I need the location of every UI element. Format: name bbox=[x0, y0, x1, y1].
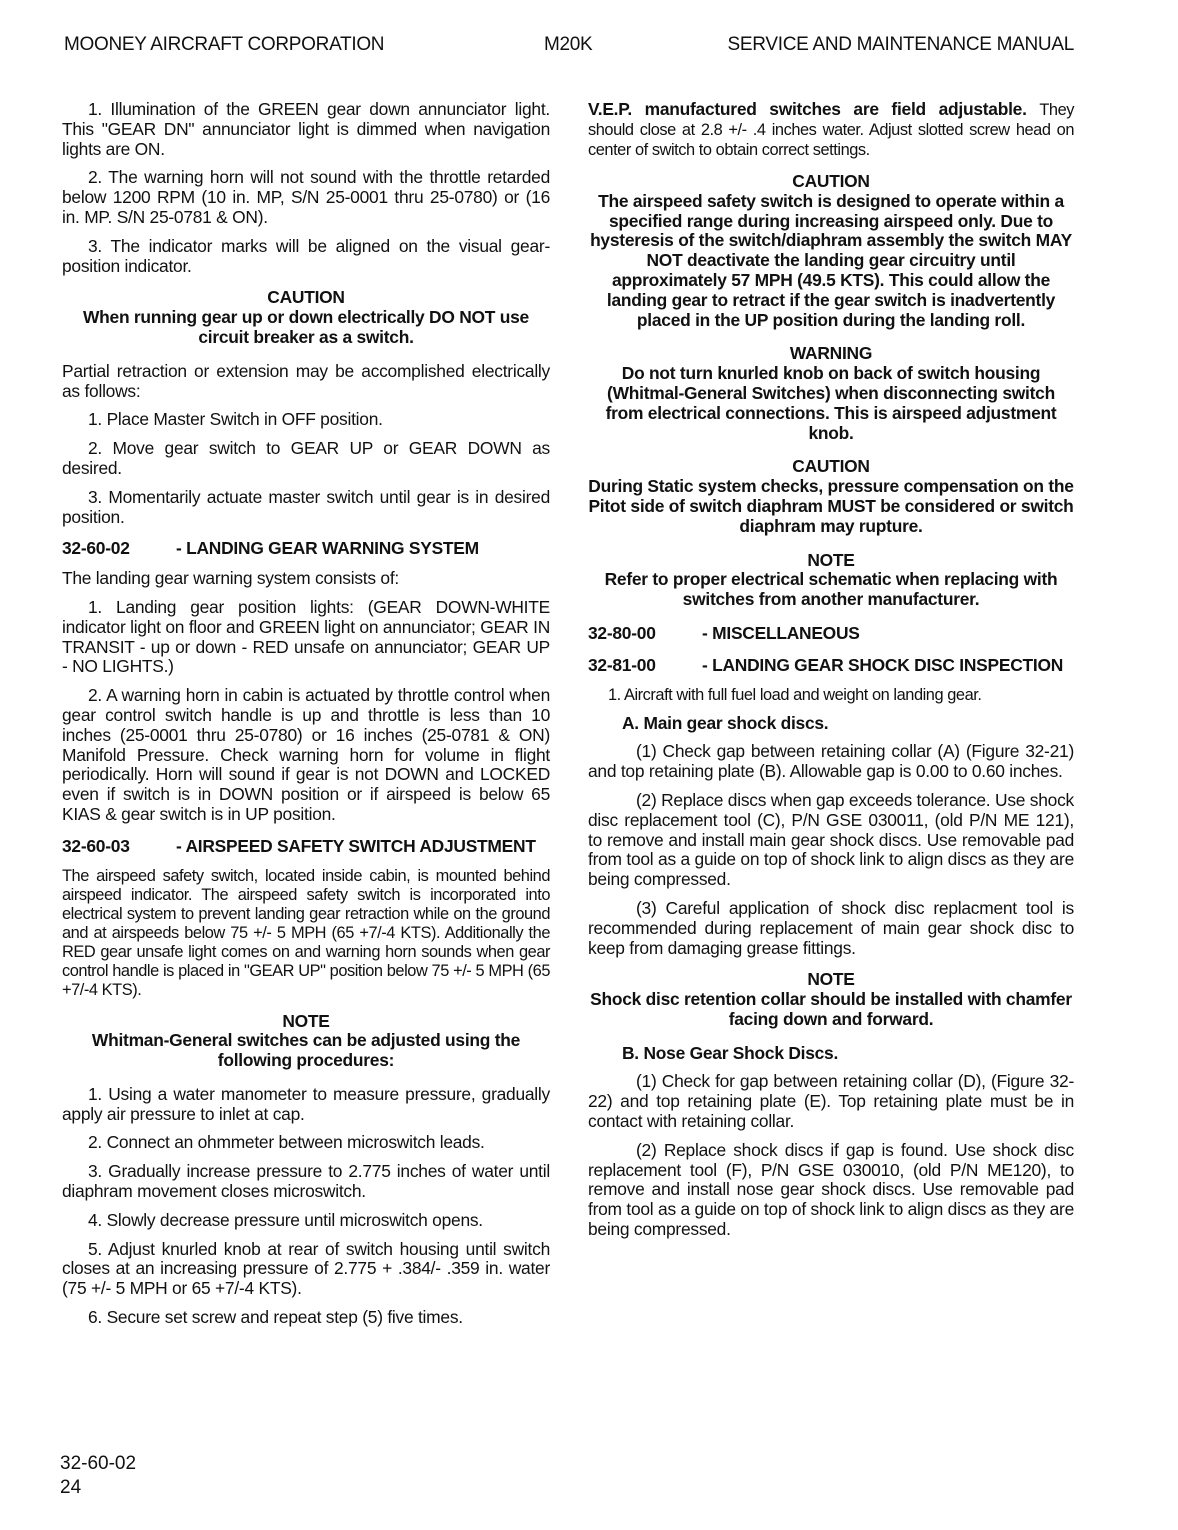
list-item: (2) Replace shock discs if gap is found. Use shock disc replacement tool (F), P/N GSE 030010, (old P/N ME120), to remove and install nose gear shock discs. Use removable pad from tool as a guide on top of shock link to align discs as they are being compressed. bbox=[588, 1139, 1074, 1240]
footer-section-number: 32-60-02 bbox=[60, 1453, 137, 1474]
note-title: NOTE bbox=[807, 549, 855, 570]
warning-title: WARNING bbox=[789, 343, 873, 364]
section-number: 32-60-02 bbox=[62, 538, 130, 559]
section-number: 32-80-00 bbox=[588, 622, 656, 643]
section-heading bbox=[588, 624, 1074, 644]
paragraph: 2. The warning horn will not sound with the throttle retarded below 1200 RPM (10 in. MP, S/N 25-0001 thru 25-0780) or (16 in. MP. S/N 25-0781 & ON). bbox=[62, 167, 550, 227]
header-manual-title: SERVICE AND MAINTENANCE MANUAL bbox=[727, 34, 1074, 55]
list-item: (2) Replace discs when gap exceeds tolerance. Use shock disc replacement tool (C), P/N GSE 030011, (old P/N ME 121), to remove and install main gear shock discs. Use removable pad from tool as a guide on top of shock link to align discs as they are being compressed. bbox=[588, 789, 1074, 890]
paragraph: Partial retraction or extension may be accomplished electrically as follows: bbox=[62, 360, 550, 401]
section-title: - AIRSPEED SAFETY SWITCH ADJUSTMENT bbox=[176, 835, 536, 856]
list-item: 1. Landing gear position lights: (GEAR DOWN-WHITE indicator light on floor and GREEN light on annunciator; GEAR IN TRANSIT - up or down - RED unsafe on annunciator; GEAR UP - NO LIGHTS.) bbox=[62, 596, 550, 677]
section-title: - LANDING GEAR WARNING SYSTEM bbox=[176, 538, 479, 559]
caution-body: During Static system checks, pressure compensation on the Pitot side of switch diaphram MUST be considered or switch diaphram may rupture. bbox=[588, 476, 1074, 536]
caution-box bbox=[588, 172, 1074, 330]
caution-box bbox=[588, 457, 1074, 536]
note-box bbox=[588, 551, 1074, 610]
paragraph-body: They should close at 2.8 +/- .4 inches water. Adjust slotted screw head on center of switch to obtain correct settings. bbox=[588, 101, 1074, 159]
header-model: M20K bbox=[544, 34, 593, 55]
note-title: NOTE bbox=[282, 1010, 330, 1031]
paragraph: The landing gear warning system consists of: bbox=[62, 568, 399, 589]
list-item: (1) Check gap between retaining collar (A) (Figure 32-21) and top retaining plate (B). Allowable gap is 0.00 to 0.60 inches. bbox=[588, 741, 1074, 782]
subsection-title: B. Nose Gear Shock Discs. bbox=[622, 1042, 839, 1063]
left-column bbox=[62, 100, 550, 1337]
caution-title: CAUTION bbox=[267, 287, 345, 308]
section-number: 32-81-00 bbox=[588, 654, 656, 675]
paragraph: The airspeed safety switch, located inside cabin, is mounted behind airspeed indicator. The airspeed safety switch is incorporated into electrical system to prevent landing gear retraction while on the ground and at airspeeds below 75 +/- 5 MPH (65 +7/-4 KTS). Additionally the RED gear unsafe light comes on and warning horn sounds when gear control handle is placed in "GEAR UP" position below 75 +/- 5 MPH (65 +7/-4 KTS). bbox=[62, 866, 550, 999]
section-heading bbox=[62, 837, 550, 857]
list-item: (3) Careful application of shock disc replacment tool is recommended during replacement of main gear shock disc to keep from damaging grease fittings. bbox=[588, 897, 1074, 958]
section-heading bbox=[62, 539, 550, 559]
paragraph-lead: V.E.P. manufactured switches are field adjustable. bbox=[588, 99, 1027, 119]
warning-box bbox=[588, 344, 1074, 443]
list-item: 1. Aircraft with full fuel load and weight on landing gear. bbox=[608, 685, 982, 704]
list-item: 5. Adjust knurled knob at rear of switch housing until switch closes at an increasing pressure of 2.775 + .384/- .359 in. water (75 +/- 5 MPH or 65 +7/-4 KTS). bbox=[62, 1238, 550, 1299]
list-item: 4. Slowly decrease pressure until microswitch opens. bbox=[88, 1209, 483, 1230]
caution-body: The airspeed safety switch is designed to operate within a specified range during increasing airspeed only. Due to hysteresis of the switch/diaphram assembly the switch MAY NOT deactivate the landing gear circuitry until approximately 57 MPH (49.5 KTS). This could allow the landing gear to retract if the gear switch is inadvertently placed in the UP position during the landing roll. bbox=[590, 190, 1072, 330]
list-item: 1. Place Master Switch in OFF position. bbox=[88, 409, 383, 430]
page-header bbox=[64, 34, 1074, 62]
section-title: - LANDING GEAR SHOCK DISC INSPECTION bbox=[702, 654, 1064, 675]
list-item: 3. Gradually increase pressure to 2.775 inches of water until diaphram movement closes microswitch. bbox=[62, 1161, 550, 1202]
paragraph bbox=[588, 100, 1074, 160]
paragraph: 1. Illumination of the GREEN gear down annunciator light. This "GEAR DN" annunciator light is dimmed when navigation lights are ON. bbox=[62, 99, 550, 159]
list-item: 2. Move gear switch to GEAR UP or GEAR DOWN as desired. bbox=[62, 438, 550, 478]
caution-body: When running gear up or down electrically DO NOT use circuit breaker as a switch. bbox=[83, 307, 529, 347]
caution-box bbox=[62, 288, 550, 347]
list-item: 2. A warning horn in cabin is actuated by throttle control when gear control switch handle is up and throttle is less than 10 inches (25-0001 thru 25-0780) or 16 inches (25-0781 & ON) Manifold Pressure. Check warning horn for volume in flight periodically. Horn will sound if gear is not DOWN and LOCKED even if switch is in DOWN position or if airspeed is below 65 KIAS & gear switch is in UP position. bbox=[62, 685, 550, 824]
list-item: 6. Secure set screw and repeat step (5) five times. bbox=[88, 1307, 463, 1328]
note-title: NOTE bbox=[807, 969, 855, 990]
note-box bbox=[62, 1012, 550, 1071]
note-box bbox=[588, 970, 1074, 1029]
list-item: 3. Momentarily actuate master switch until gear is in desired position. bbox=[62, 486, 550, 527]
section-heading bbox=[588, 656, 1074, 676]
list-item: 2. Connect an ohmmeter between microswitch leads. bbox=[88, 1132, 485, 1153]
header-company: MOONEY AIRCRAFT CORPORATION bbox=[64, 34, 385, 55]
caution-title: CAUTION bbox=[792, 171, 870, 191]
paragraph: 3. The indicator marks will be aligned on the visual gear-position indicator. bbox=[62, 235, 550, 276]
caution-title: CAUTION bbox=[792, 456, 870, 477]
note-body: Shock disc retention collar should be installed with chamfer facing down and forward. bbox=[590, 989, 1072, 1029]
page-footer bbox=[60, 1452, 136, 1500]
footer-page-number: 24 bbox=[60, 1477, 82, 1498]
note-body: Whitman-General switches can be adjusted using the following procedures: bbox=[91, 1030, 521, 1071]
section-number: 32-60-03 bbox=[62, 835, 130, 856]
warning-body: Do not turn knurled knob on back of switch housing (Whitmal-General Switches) when disconnecting switch from electrical connections. This is airspeed adjustment knob. bbox=[605, 363, 1057, 443]
right-column bbox=[588, 100, 1074, 1249]
section-title: - MISCELLANEOUS bbox=[702, 622, 860, 643]
note-body: Refer to proper electrical schematic when replacing with switches from another manufacturer. bbox=[604, 569, 1058, 610]
subsection-title: A. Main gear shock discs. bbox=[622, 712, 829, 733]
list-item: (1) Check for gap between retaining collar (D), (Figure 32-22) and top retaining plate (E). Top retaining plate must be in contact with retaining collar. bbox=[588, 1071, 1074, 1132]
list-item: 1. Using a water manometer to measure pressure, gradually apply air pressure to inlet at cap. bbox=[62, 1083, 550, 1124]
